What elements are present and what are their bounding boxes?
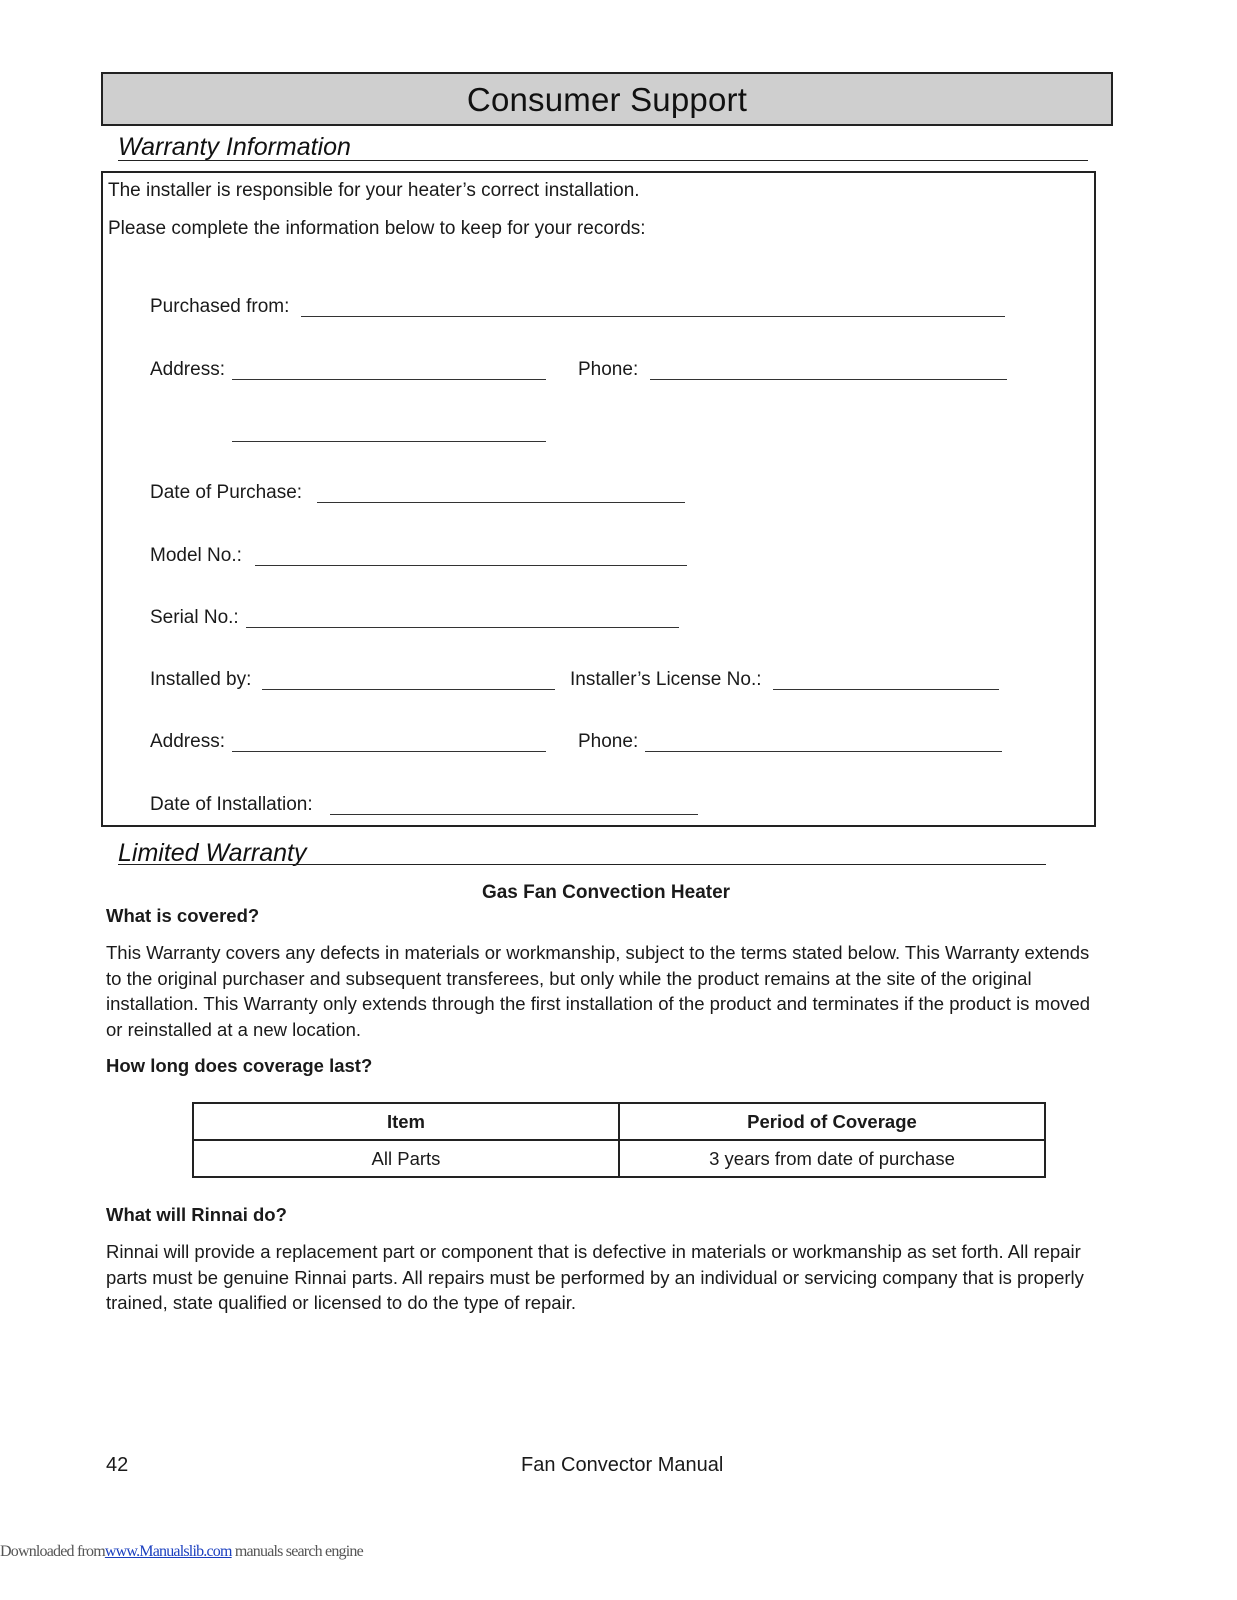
installer-address-label: Address: bbox=[150, 731, 225, 752]
what-will-rinnai-do-heading: What will Rinnai do? bbox=[106, 1204, 287, 1225]
intro-line-1: The installer is responsible for your heater’s correct installation. bbox=[108, 180, 640, 201]
coverage-table-cell-item: All Parts bbox=[193, 1140, 619, 1177]
address-field[interactable] bbox=[232, 379, 546, 380]
warranty-information-rule bbox=[118, 160, 1088, 161]
warranty-information-heading: Warranty Information bbox=[118, 133, 351, 161]
product-subtitle: Gas Fan Convection Heater bbox=[481, 882, 731, 903]
installer-phone-field[interactable] bbox=[645, 751, 1002, 752]
coverage-table bbox=[192, 1102, 1046, 1178]
address-label: Address: bbox=[150, 359, 225, 380]
date-of-installation-field[interactable] bbox=[330, 814, 698, 815]
table-row bbox=[193, 1140, 1045, 1177]
address-field-line-2[interactable] bbox=[232, 441, 546, 442]
date-of-installation-label: Date of Installation: bbox=[150, 794, 313, 815]
what-is-covered-text: This Warranty covers any defects in materials or workmanship, subject to the terms stated below. This Warranty extends to the original purchaser and subsequent transferees, but only while the product remains at the site of the original installation. This Warranty only extends through the first installation of the product and terminates if the product is moved or reinstalled at a new location. bbox=[106, 942, 1091, 1040]
purchased-from-label: Purchased from: bbox=[150, 296, 290, 317]
intro-line-2: Please complete the information below to keep for your records: bbox=[108, 218, 646, 239]
installed-by-field[interactable] bbox=[262, 689, 555, 690]
installers-license-field[interactable] bbox=[773, 689, 999, 690]
limited-warranty-heading: Limited Warranty bbox=[118, 839, 307, 867]
page-title: Consumer Support bbox=[466, 80, 748, 118]
manual-title: Fan Convector Manual bbox=[521, 1454, 724, 1476]
coverage-table-cell-period: 3 years from date of purchase bbox=[619, 1140, 1045, 1177]
manualslib-link[interactable]: www.Manualslib.com bbox=[104, 1543, 232, 1560]
serial-no-field[interactable] bbox=[246, 627, 679, 628]
date-of-purchase-field[interactable] bbox=[317, 502, 685, 503]
page-number: 42 bbox=[106, 1454, 129, 1476]
model-no-field[interactable] bbox=[255, 565, 687, 566]
page-title-banner bbox=[101, 72, 1113, 126]
download-note-suffix: manuals search engine bbox=[231, 1543, 363, 1560]
purchased-from-field[interactable] bbox=[301, 316, 1005, 317]
what-is-covered-heading: What is covered? bbox=[106, 905, 260, 926]
how-long-heading: How long does coverage last? bbox=[106, 1055, 373, 1076]
limited-warranty-rule bbox=[118, 864, 1046, 865]
installed-by-label: Installed by: bbox=[150, 669, 252, 690]
serial-no-label: Serial No.: bbox=[150, 607, 239, 628]
phone-label: Phone: bbox=[578, 359, 639, 380]
installers-license-label: Installer’s License No.: bbox=[570, 669, 762, 690]
coverage-table-header-item: Item bbox=[193, 1103, 619, 1140]
phone-field[interactable] bbox=[650, 379, 1007, 380]
model-no-label: Model No.: bbox=[150, 545, 242, 566]
installer-address-field[interactable] bbox=[232, 751, 546, 752]
date-of-purchase-label: Date of Purchase: bbox=[150, 482, 303, 503]
installer-phone-label: Phone: bbox=[578, 731, 639, 752]
what-will-rinnai-do-text: Rinnai will provide a replacement part or component that is defective in materials or workmanship as set forth. All repair parts must be genuine Rinnai parts. All repairs must be performed by an individual or servicing company that is properly trained, state qualified or licensed to do the type of repair. bbox=[106, 1241, 1084, 1313]
download-note-prefix: Downloaded from bbox=[0, 1543, 105, 1560]
coverage-table-header-row bbox=[193, 1103, 1045, 1140]
coverage-table-header-period: Period of Coverage bbox=[619, 1103, 1045, 1140]
download-note bbox=[0, 1543, 363, 1561]
